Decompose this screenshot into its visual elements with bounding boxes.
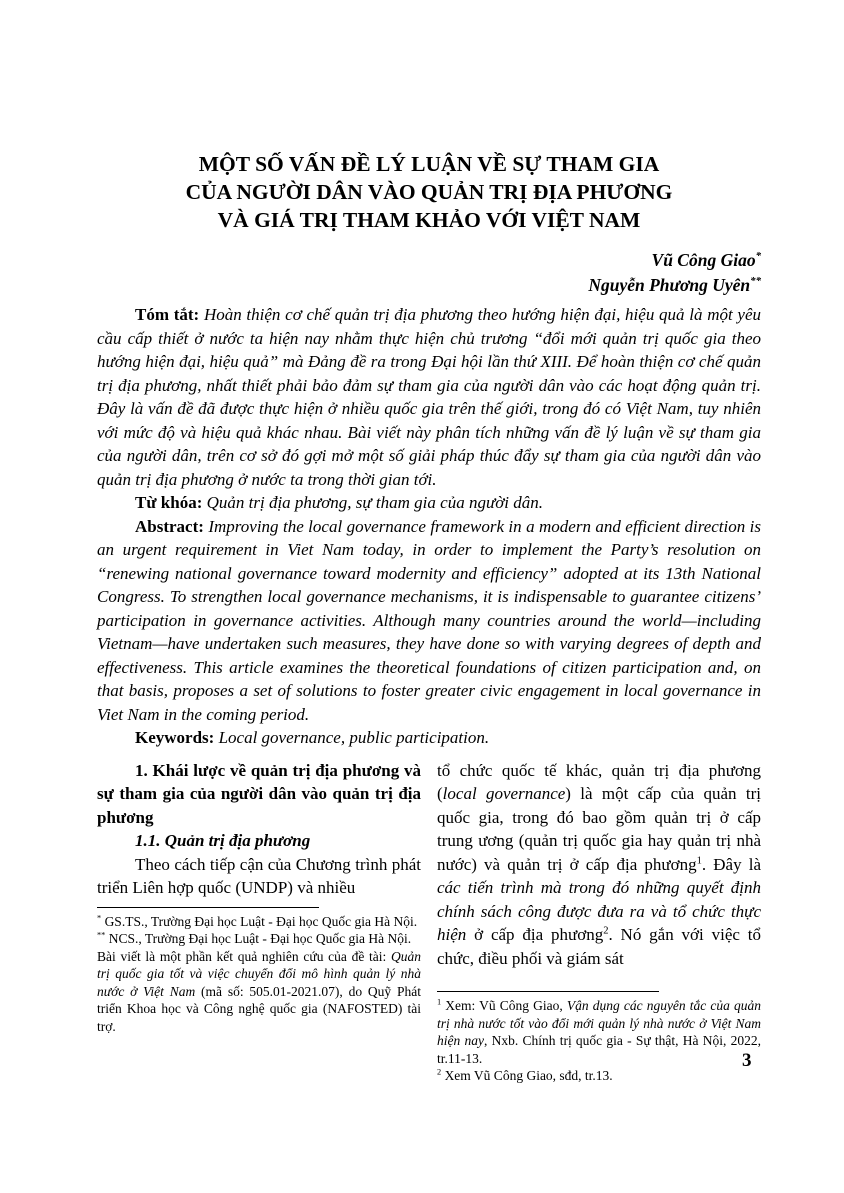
author-name [97,273,761,298]
body-paragraph: tổ chức quốc tế khác, quản trị địa phương (local governance) là một cấp của quản trị quốc gia, trong đó bao gồm quản trị ở cấp trung ương (quản trị quốc gia hay quản trị nhà nước) và quản trị ở cấp địa phương$^1$. Đây là các tiến trình mà trong đó những quyết định chính sách công được đưa ra và tổ chức thực hiện ở cấp địa phương$^2$. Nó gắn với việc tổ chức, điều phối và giám sát [437,760,761,968]
author-name-text: Nguyễn Phương Uyên [588,275,751,295]
footnote: * GS.TS., Trường Đại học Luật - Đại học Quốc gia Hà Nội. [97,913,418,929]
footnote-separator [97,907,319,908]
author-footnote-mark: ** [750,275,761,288]
author-name [97,248,761,273]
column-left [97,759,421,1085]
footnotes-left [97,907,421,1036]
footnotes-right [437,991,761,1085]
footnote: $^2$ Xem Vũ Công Giao, sđd, tr.13. [437,1067,613,1083]
article-title-line: MỘT SỐ VẤN ĐỀ LÝ LUẬN VỀ SỰ THAM GIA [198,152,660,176]
author-name-text: Vũ Công Giao [651,250,756,270]
body-paragraph: Theo cách tiếp cận của Chương trình phát triển Liên hợp quốc (UNDP) và nhiều [97,854,421,897]
section-heading: 1. Khái lược về quản trị địa phương và sự tham gia của người dân vào quản trị địa phương [97,760,421,827]
abstract-vi: Tóm tắt: Hoàn thiện cơ chế quản trị địa phương theo hướng hiện đại, hiệu quả là một yêu cầu cấp thiết ở nước ta hiện nay nhằm thực hiện chủ trương “đổi mới quản trị quốc gia theo hướng hiện đại, hiệu quả” mà Đảng đề ra trong Đại hội lần thứ XIII. Để hoàn thiện cơ chế quản trị địa phương, nhất thiết phải bảo đảm sự tham gia của người dân vào các hoạt động quản trị. Đây là vấn đề đã được thực hiện ở nhiều quốc gia trên thế giới, trong đó có Việt Nam, tuy nhiên với mức độ và hiệu quả khác nhau. Bài viết này phân tích những vấn đề lý luận về sự tham gia của người dân, trên cơ sở đó gợi mở một số giải pháp thúc đẩy sự tham gia của người dân vào quản trị địa phương ở nước ta trong thời gian tới. [97,305,762,489]
page-number: 3 [742,1050,752,1071]
keywords-en: Keywords: Local governance, public participation. [135,728,490,747]
footnote-separator [437,991,659,992]
two-column-section [97,759,761,1085]
keywords-vi: Từ khóa: Quản trị địa phương, sự tham gia của người dân. [135,493,544,512]
footnote: $^1$ Xem: Vũ Công Giao, Vận dụng các nguyên tắc của quản trị nhà nước tốt vào đổi mới quản lý nhà nước ở Việt Nam hiện nay, Nxb. Chính trị quốc gia - Sự thật, Hà Nội, 2022, tr.11-13. [437,997,761,1066]
author-block [97,248,761,298]
abstract-en: Abstract: Improving the local governance framework in a modern and efficient direction is an urgent requirement in Viet Nam today, in order to implement the Party’s resolution on “renewing national governance toward modernity and efficiency” adopted at its 13th National Congress. To strengthen local governance mechanisms, it is indispensable to guarantee citizens’ participation in governance activities. Although many countries around the world—including Vietnam—have undertaken such measures, they have done so with varying degrees of depth and effectiveness. This article examines the theoretical foundations of citizen participation and, on that basis, proposes a set of solutions to foster greater civic engagement in local governance in Viet Nam in the coming period. [97,516,761,724]
author-footnote-mark: * [755,250,761,263]
subsection-heading: 1.1. Quản trị địa phương [135,831,311,850]
footnote: ** NCS., Trường Đại học Luật - Đại học Quốc gia Hà Nội. [97,930,412,946]
article-title-line: CỦA NGƯỜI DÂN VÀO QUẢN TRỊ ĐỊA PHƯƠNG [185,180,673,204]
article-title-line: VÀ GIÁ TRỊ THAM KHẢO VỚI VIỆT NAM [217,208,641,232]
page-content [97,150,761,1085]
column-right [437,759,761,1085]
footnote: Bài viết là một phần kết quả nghiên cứu của đề tài: Quản trị quốc gia tốt và việc chuyển đổi mô hình quản lý nhà nước ở Việt Nam (mã số: 505.01-2021.07), do Quỹ Phát triển Khoa học và Công nghệ quốc gia (NAFOSTED) tài trợ. [97,948,421,1034]
article-title [97,150,761,234]
